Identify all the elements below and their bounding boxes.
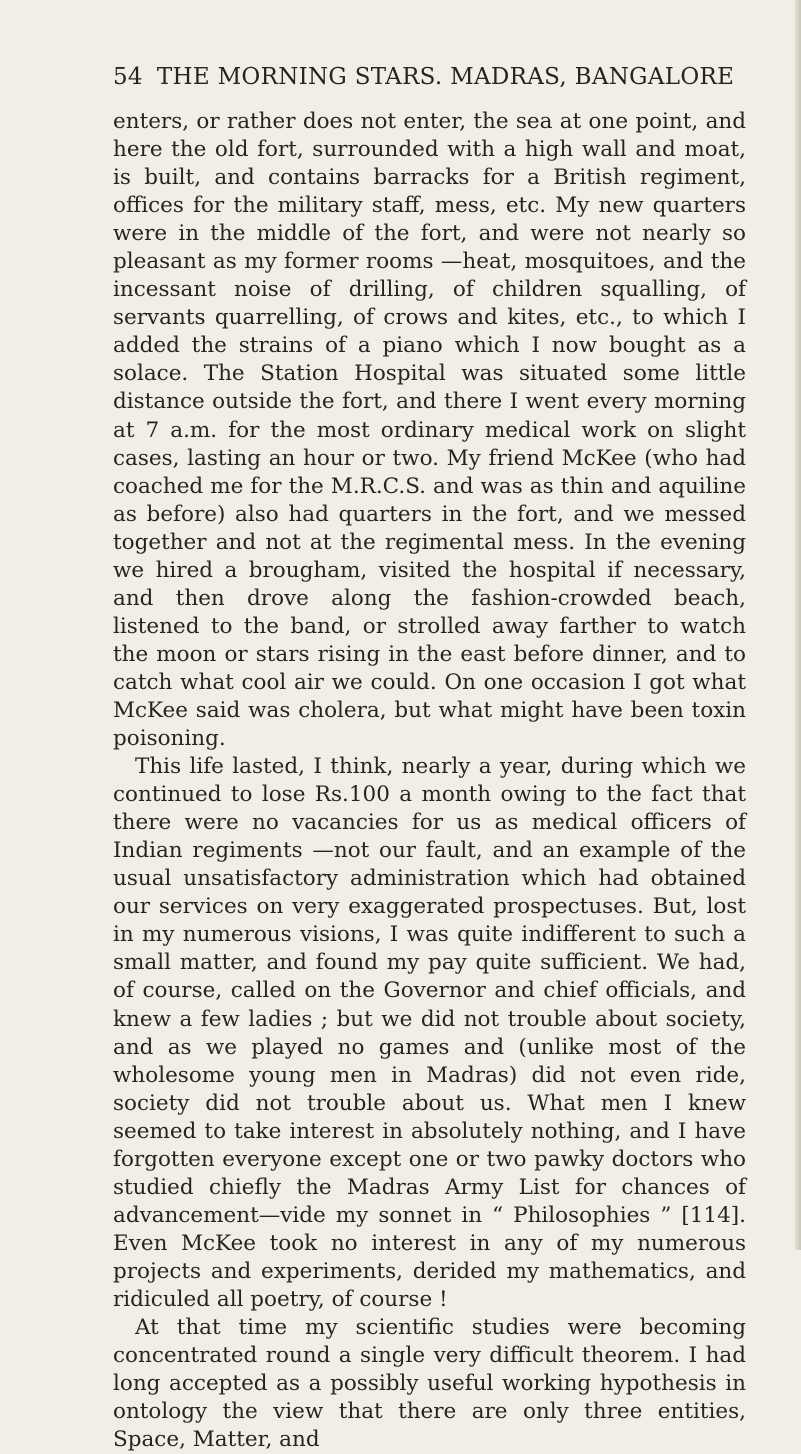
page-number: 54 [113,64,143,90]
paragraph: enters, or rather does not enter, the sea at one point, and here the old fort, surrounded with a high wall and moat, is built, and contains barracks for a British regiment, offices for the military staff, mess, etc. My new quarters were in the middle of the fort, and were not nearly so pleasant as my former rooms —heat, mosquitoes, and the incessant noise of drilling, of children squalling, of servants quarrelling, of crows and kites, etc., to which I added the strains of a piano which I now bought as a solace. The Station Hospital was situated some little distance outside the fort, and there I went every morning at 7 a.m. for the most ordinary medical work on slight cases, lasting an hour or two. My friend McKee (who had coached me for the M.R.C.S. and was as thin and aquiline as before) also had quarters in the fort, and we messed together and not at the regimental mess. In the evening we hired a brougham, visited the hospital if necessary, and then drove along the fashion-crowded beach, listened to the band, or strolled away farther to watch the moon or stars rising in the east before dinner, and to catch what cool air we could. On one occasion I got what McKee said was cholera, but what might have been toxin poisoning. [113,109,746,752]
paragraph: This life lasted, I think, nearly a year, during which we continued to lose Rs.100 a month owing to the fact that there were no vacancies for us as medical officers of Indian regiments —not our fault, and an example of the usual unsatisfactory administration which had obtained our services on very exaggerated prospectuses. But, lost in my numerous visions, I was quite indifferent to such a small matter, and found my pay quite sufficient. We had, of course, called on the Governor and chief officials, and knew a few ladies ; but we did not trouble about society, and as we played no games and (unlike most of the wholesome young men in Madras) did not even ride, society did not trouble about us. What men I knew seemed to take interest in absolutely nothing, and I have forgotten everyone except one or two pawky doctors who studied chiefly the Madras Army List for chances of advancement—vide my sonnet in “ Philosophies ” [114]. Even McKee took no interest in any of my numerous projects and experiments, derided my mathematics, and ridiculed all poetry, of course ! [113,754,746,1312]
running-title: THE MORNING STARS. MADRAS, BANGALORE [156,64,735,90]
running-header [113,64,733,90]
page-edge [795,0,801,1250]
paragraph: At that time my scientific studies were becoming concentrated round a single very difficult theorem. I had long accepted as a possibly useful working hypothesis in ontology the view that there are only three entities, Space, Matter, and [113,1315,746,1453]
body-text [113,108,746,1454]
